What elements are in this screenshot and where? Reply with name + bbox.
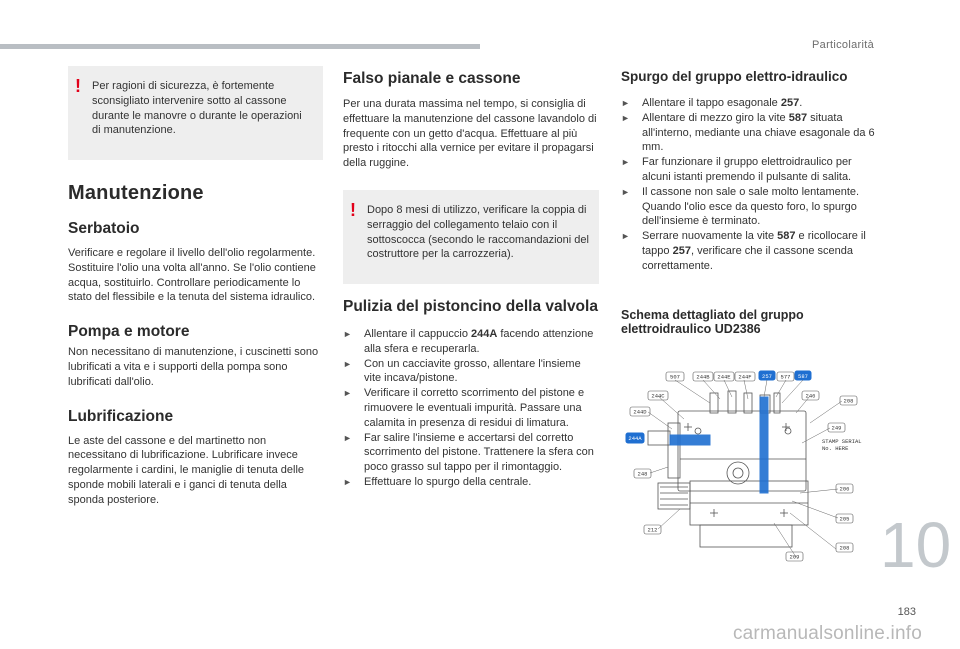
column-middle xyxy=(343,66,599,490)
section-text-pompa: Non necessitano di manutenzione, i cuscinetti sono lubrificati a vita e i supporti della pompa sono lubrificati dall'olio. xyxy=(68,346,319,388)
svg-text:244C: 244C xyxy=(651,392,665,400)
arrow-bullet-icon: ► xyxy=(621,98,630,108)
callout-244a xyxy=(628,435,642,442)
torque-warning-text: Dopo 8 mesi di utilizzo, verificare la coppia di serraggio del collegamento telaio con il sottoscocca (secondo le raccomandazioni del costruttore per la carrozzeria). xyxy=(367,203,589,261)
callout-205 xyxy=(836,514,853,523)
callout-257 xyxy=(762,373,772,380)
warning-icon: ! xyxy=(350,199,356,220)
column-right xyxy=(621,66,877,336)
chapter-number: 10 xyxy=(880,509,952,581)
svg-text:205: 205 xyxy=(839,515,850,523)
section-text-lubrificazione: Le aste del cassone e del martinetto non necessitano di lubrificazione. Lubrificare invece regolarmente i cardini, le maniglie di tenuta delle sponde mobili laterali e i ganci di tenuta della sponda posteriore. xyxy=(68,434,305,506)
arrow-bullet-icon: ► xyxy=(621,157,630,168)
callout-244b xyxy=(693,372,713,381)
svg-text:244A: 244A xyxy=(628,435,642,442)
header-bar xyxy=(0,44,480,49)
section-text-cassone: Per una durata massima nel tempo, si consiglia di effettuare la manutenzione del cassone lavandolo di frequente con un getto d'acqua. Effettuare al più presto i ritocchi alla vernice per evitare il propagarsi della ruggine. xyxy=(343,98,597,170)
page-number: 183 xyxy=(897,606,916,618)
svg-text:206: 206 xyxy=(839,485,850,493)
callout-244d xyxy=(630,407,650,416)
arrow-bullet-icon: ► xyxy=(621,231,630,242)
svg-text:248: 248 xyxy=(637,470,648,478)
callout-208 xyxy=(840,396,857,405)
callout-244e xyxy=(714,372,734,381)
svg-text:212: 212 xyxy=(647,526,658,534)
list-item: ► Effettuare lo spurgo della centrale. xyxy=(343,475,532,488)
diagram-heading: Schema dettagliato del gruppo elettroidraulico UD2386 xyxy=(621,307,804,336)
section-heading-spurgo: Spurgo del gruppo elettro-idraulico xyxy=(621,69,848,84)
arrow-bullet-icon: ► xyxy=(343,358,352,369)
section-text-serbatoio: Verificare e regolare il livello dell'olio regolarmente. Sostituire l'olio una volta all'anno. Se l'olio contiene acqua, sostituirlo. Controllare periodicamente lo stato del flessibile e la tenuta del sistema idraulico. xyxy=(68,247,316,304)
section-heading-lubrificazione: Lubrificazione xyxy=(68,407,174,425)
callout-209 xyxy=(786,552,803,561)
list-item: ► Con un cacciavite grosso, allentare l'insieme vite incava/pistone. xyxy=(343,357,581,385)
list-item: ► Verificare il corretto scorrimento del pistone e rimuovere le eventuali impurità. Passare una calamita in presenza di residui di limatura. xyxy=(343,387,585,429)
svg-text:587: 587 xyxy=(798,373,808,380)
svg-text:507: 507 xyxy=(670,373,680,381)
section-heading-serbatoio: Serbatoio xyxy=(68,220,140,237)
arrow-bullet-icon: ► xyxy=(343,388,352,399)
callout-244f xyxy=(735,372,755,381)
svg-text:257: 257 xyxy=(762,373,772,380)
list-item: ► Allentare il cappuccio 244A facendo attenzione alla sfera e recuperarla. xyxy=(343,327,594,355)
watermark: carmanualsonline.info xyxy=(732,623,922,644)
arrow-bullet-icon: ► xyxy=(343,328,352,339)
list-item: ► Serrare nuovamente la vite 587 e ricollocare il tappo 257, verificare che il cassone scenda correttamente. xyxy=(621,230,866,272)
arrow-bullet-icon: ► xyxy=(343,432,352,443)
hydraulic-unit-diagram xyxy=(620,363,877,573)
section-heading-pistoncino: Pulizia del pistoncino della valvola xyxy=(343,297,598,315)
callout-246 xyxy=(802,391,819,400)
section-heading-cassone: Falso pianale e cassone xyxy=(343,70,521,87)
list-item: ► Far salire l'insieme e accertarsi del corretto scorrimento del pistone. Trattenere la sfera con poco grasso sul tappo per il rimontaggio. xyxy=(343,431,594,474)
svg-text:244F: 244F xyxy=(738,373,752,381)
list-item: ► Far funzionare il gruppo elettroidraulico per alcuni istanti premendo il pulsante di salita. xyxy=(621,156,852,183)
column-left xyxy=(68,66,323,508)
callout-208-bottom xyxy=(836,543,853,552)
arrow-bullet-icon: ► xyxy=(621,186,630,197)
list-item: ► Il cassone non sale o sale molto lentamente. Quando l'olio esce da questo foro, lo spurgo dell'insieme è terminato. xyxy=(621,185,860,228)
svg-text:246: 246 xyxy=(805,392,816,400)
callout-244c xyxy=(648,391,668,400)
spurgo-steps xyxy=(621,96,877,274)
section-title: Particolarità xyxy=(812,39,874,51)
warning-icon: ! xyxy=(75,76,81,96)
callout-507 xyxy=(666,372,684,381)
svg-text:244D: 244D xyxy=(633,408,647,416)
stamp-serial-label: STAMP SERIAL xyxy=(822,438,862,445)
torque-warning-box xyxy=(343,190,599,284)
arrow-bullet-icon: ► xyxy=(621,112,630,123)
svg-text:208: 208 xyxy=(843,397,854,405)
callout-587 xyxy=(798,373,808,380)
page-title: Manutenzione xyxy=(68,182,204,204)
pistoncino-steps xyxy=(343,327,599,490)
svg-text:244E: 244E xyxy=(717,373,731,381)
svg-text:244B: 244B xyxy=(696,373,710,381)
safety-warning-box xyxy=(68,66,323,160)
section-heading-pompa: Pompa e motore xyxy=(68,323,190,341)
callout-212 xyxy=(644,525,661,534)
list-item: ► Allentare il tappo esagonale 257. xyxy=(621,97,803,109)
stamp-serial-here: No. HERE xyxy=(822,445,849,452)
svg-text:577: 577 xyxy=(780,373,791,381)
callout-206 xyxy=(836,484,853,493)
callout-577 xyxy=(777,372,794,381)
svg-text:209: 209 xyxy=(789,553,800,561)
svg-text:249: 249 xyxy=(831,424,842,432)
callout-249 xyxy=(828,423,845,432)
list-item: ► Allentare di mezzo giro la vite 587 situata all'interno, mediante una chiave esagonale da 6 mm. xyxy=(621,111,875,154)
svg-text:208: 208 xyxy=(839,544,850,552)
callout-248 xyxy=(634,469,651,478)
arrow-bullet-icon: ► xyxy=(343,476,352,487)
safety-warning-text: Per ragioni di sicurezza, è fortemente sconsigliato intervenire sotto al cassone durante le manovre o durante le operazioni di manutenzione. xyxy=(92,80,302,137)
